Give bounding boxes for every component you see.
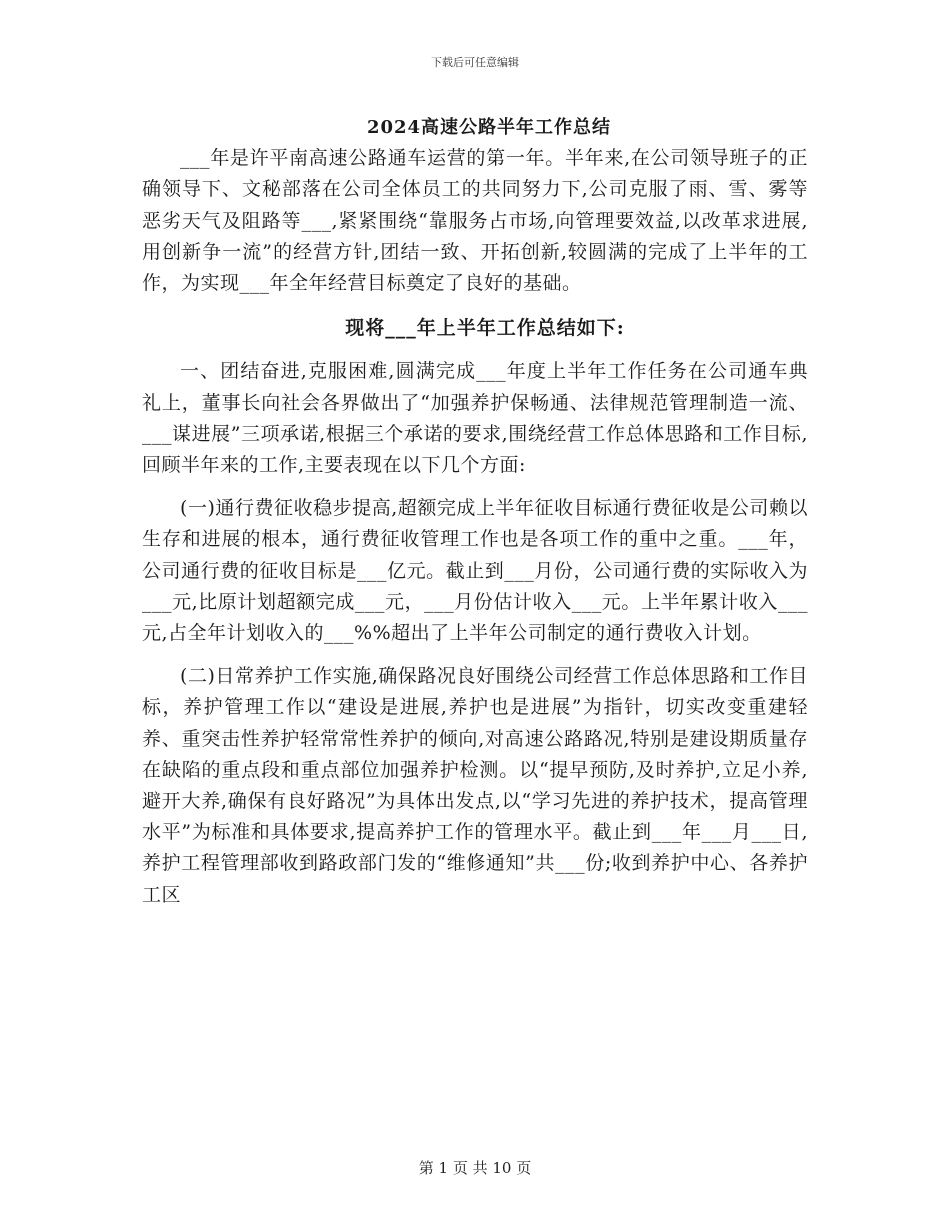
document-title: 2024高速公路半年工作总结 xyxy=(366,117,612,138)
subsection-1-paragraph: (一)通行费征收稳步提高,超额完成上半年征收目标通行费征收是公司赖以生存和进展的根本，通行费征收管理工作也是各项工作的重中之重。___年，公司通行费的征收目标是___亿元。截止到___月份，公司通行费的实际收入为___元,比原计划超额完成___元，___月份估计收入___元。上半年累计收入___元,占全年计划收入的___%%超出了上半年公司制定的通行费收入计划。 xyxy=(142,497,808,645)
intro-paragraph: ___年是许平南高速公路通车运营的第一年。半年来,在公司领导班子的正确领导下、文秘部落在公司全体员工的共同努力下,公司克服了雨、雪、雾等恶劣天气及阻路等___,紧紧围绕“靠服务占市场,向管理要效益,以改革求进展,用创新争一流”的经营方针,团结一致、开拓创新,较圆满的完成了上半年的工作，为实现___年全年经营目标奠定了良好的基础。 xyxy=(142,147,808,295)
section-heading: 现将___年上半年工作总结如下: xyxy=(345,317,625,340)
page-number: 第 1 页 共 10 页 xyxy=(418,1159,532,1177)
page-header-note: 下载后可任意编辑 xyxy=(431,56,519,69)
section-1-paragraph: 一、团结奋进,克服困难,圆满完成___年度上半年工作任务在公司通车典礼上，董事长向社会各界做出了“加强养护保畅通、法律规范管理制造一流、___谋进展”三项承诺,根据三个承诺的要求,围绕经营工作总体思路和工作目标,回顾半年来的工作,主要表现在以下几个方面: xyxy=(142,360,808,477)
subsection-2-paragraph: (二)日常养护工作实施,确保路况良好围绕公司经营工作总体思路和工作目标，养护管理工作以“建设是进展,养护也是进展”为指针，切实改变重建轻养、重突击性养护轻常常性养护的倾向,对高速公路路况,特别是建设期质量存在缺陷的重点段和重点部位加强养护检测。以“提早预防,及时养护,立足小养,避开大养,确保有良好路况”为具体出发点,以“学习先进的养护技术，提高管理水平”为标准和具体要求,提高养护工作的管理水平。截止到___年___月___日,养护工程管理部收到路政部门发的“维修通知”共___份;收到养护中心、各养护工区 xyxy=(142,665,808,906)
document-body xyxy=(142,112,808,911)
